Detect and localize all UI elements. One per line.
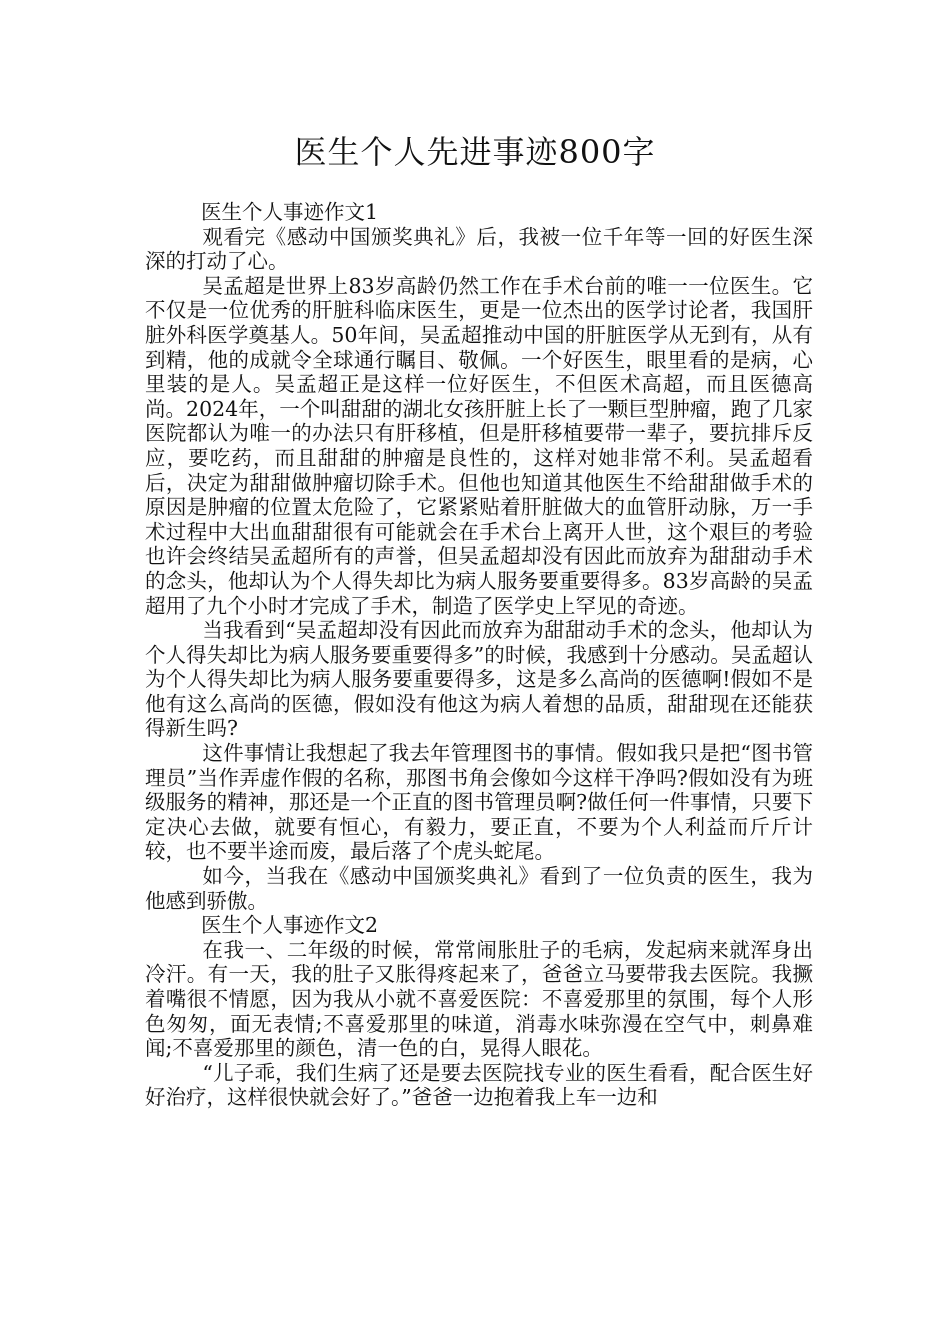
paragraph: 吴孟超是世界上83岁高龄仍然工作在手术台前的唯一一位医生。它不仅是一位优秀的肝脏科临床医生，更是一位杰出的医学讨论者，我国肝脏外科医学奠基人。50年间，吴孟超推动中国的肝脏医学从无到有，从有到精，他的成就令全球通行瞩目、敬佩。一个好医生，眼里看的是病，心里装的是人。吴孟超正是这样一位好医生，不但医术高超，而且医德高尚。2024年，一个叫甜甜的湖北女孩肝脏上长了一颗巨型肿瘤，跑了几家医院都认为唯一的办法只有肝移植，但是肝移植要带一辈子，要抗排斥反应，要吃药，而且甜甜的肿瘤是良性的，这样对她非常不利。吴孟超看后，决定为甜甜做肿瘤切除手术。但他也知道其他医生不给甜甜做手术的原因是肿瘤的位置太危险了，它紧紧贴着肝脏做大的血管肝动脉，万一手术过程中大出血甜甜很有可能就会在手术台上离开人世，这个艰巨的考验也许会终结吴孟超所有的声誉，但吴孟超却没有因此而放弃为甜甜动手术的念头，他却认为个人得失却比为病人服务要重要得多。83岁高龄的吴孟超用了九个小时才完成了手术，制造了医学史上罕见的奇迹。 xyxy=(145,273,813,618)
paragraph: “儿子乖，我们生病了还是要去医院找专业的医生看看，配合医生好好治疗，这样很快就会好了。”爸爸一边抱着我上车一边和 xyxy=(145,1060,813,1110)
section-heading: 医生个人事迹作文1 xyxy=(201,200,379,224)
section-heading: 医生个人事迹作文2 xyxy=(201,913,379,938)
paragraph: 这件事情让我想起了我去年管理图书的事情。假如我只是把“图书管理员”当作弄虚作假的名称，那图书角会像如今这样干净吗?假如没有为班级服务的精神，那还是一个正直的图书管理员啊?做任何一件事情，只要下定决心去做，就要有恒心，有毅力，要正直，不要为个人利益而斤斤计较，也不要半途而废，最后落了个虎头蛇尾。 xyxy=(145,741,813,864)
paragraph: 观看完《感动中国颁奖典礼》后，我被一位千年等一回的好医生深深的打动了心。 xyxy=(145,224,813,274)
paragraph: 在我一、二年级的时候，常常闹胀肚子的毛病，发起病来就浑身出冷汗。有一天，我的肚子又胀得疼起来了，爸爸立马要带我去医院。我撅着嘴很不情愿，因为我从小就不喜爱医院：不喜爱那里的氛围，每个人形色匆匆，面无表情;不喜爱那里的味道，消毒水味弥漫在空气中，刺鼻难闻;不喜爱那里的颜色，清一色的白，晃得人眼花。 xyxy=(145,937,813,1061)
paragraph: 当我看到“吴孟超却没有因此而放弃为甜甜动手术的念头，他却认为个人得失却比为病人服务要重要得多”的时候，我感到十分感动。吴孟超认为个人得失却比为病人服务要重要得多，这是多么高尚的医德啊!假如不是他有这么高尚的医德，假如没有他这为病人着想的品质，甜甜现在还能获得新生吗? xyxy=(145,618,813,741)
document-title: 医生个人先进事迹800字 xyxy=(294,133,656,171)
paragraph: 如今，当我在《感动中国颁奖典礼》看到了一位负责的医生，我为他感到骄傲。 xyxy=(145,864,813,913)
document-body xyxy=(145,200,813,1110)
